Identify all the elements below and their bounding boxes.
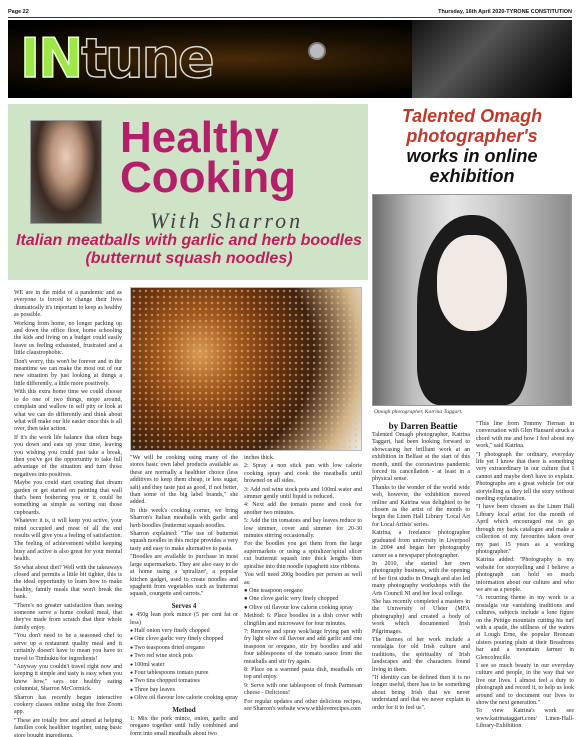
ingredient: ● One clove garlic very finely chopped [130, 636, 238, 643]
cooking-column-left: WE are in the midst of a pandemic and as everyone is forced to change their lives dramatically it's important to keep as healthy as possible. Working from home, no longer packing up and down the office floor, home schooling the kids and living on a budget could easily leave us feeling exhausted, frustrated and a little claustrophobic. Don't worry, this won't be forever and in the meantime we can make the most out of our new situation by just looking at things a little differently, a little more positively. With this extra home time we could choose to do one of two things, mope around, complain and wallow in self pity or look at what we can do differently and think about what will make our life easier once this is all over, then take action. If it's the work life balance that often bugs you down and eats up your time, leaving you wishing you could just take a break, then you've got the opportunity to take full advantage of the situation and turn those negatives into positives. Maybe you could start creating that dream garden or get started on painting that wall that's been bothering you or it could be something as simple as sorting out those cupboards. Whatever it is, it will keep you active, your mind occupied and most of all the end results will give you a feeling of satisfaction. The feeling of achievement whilst keeping busy and active is also great for your mental health. So what about diet? Well with the takeaways closed and permits a little bit tighter, this is the ideal opportunity to learn how to make healthy, family meals that won't break the bank. "There's no greater satisfaction than seeing someone serve a home cooked meal, that they've made from scratch that their whole family enjoy. "You don't need to be a seasoned chef to serve up a restaurant quality meal and it certainly doesn't have to mean you have to travel to Timbuktu for ingredients! "Anyway you couldn't travel right now and keeping it simple and tasty is easy when you know how," says our healthy eating columnist, Sharron McCormick. Sharron has recently begun interactive cookery classes online using the free Zoom app. "These are totally free and aimed at helping families cook healthier together, using basic store bought ingredients. [14, 290, 122, 737]
ingredient: ● Four tablespoons tomato puree [130, 670, 238, 677]
photographer-headline: Talented Omagh photographer's works in online exhibition [401, 106, 543, 186]
meatballs-photo [130, 287, 362, 451]
photographer-column-2: "This line from Tommy Tiernan in conversation with Glen Hansard struck a chord with me and how I feel about my work," said Katrina. "I photograph the ordinary, everyday life yet I know that there is something very extraordinary in our culture that I cannot and maybe don't have to explain. Photographs are a great vehicle for our storytelling as they tell the story without needing explanation. "I have been chosen as the Linen Hall Library local artist for the month of April which encouraged me to go through my back catalogue and make a collection of my favourites taken over my past 15 years as a working photographer." Katrina added: "Photography is my website for storytelling and I believe a photograph can hold so much information about our culture and who we are as a people. "A recurring theme in my work is a nostalgia our vanishing traditions and cultures, subjects include a lone figure on the Pettigo mountain cutting his turf with a spade, the stillness of the waters at Lough Erne, the popular Bronzan ulsters pouring plain at their Breadrons bar and a mountain farmer in Glencolmcille. I see so much beauty in our everyday culture and people, in the way that we live our lives. I almost feel a duty to photograph and record it, to help us look around and to document our lives to show the next generation." To view Katrina's work see www.katrinataggart.com/ Linen-Hall-Library-Exhibition [476, 421, 574, 730]
columnist-photo [30, 120, 102, 224]
cooking-column-right: inches thick. 2: Spray a non stick pan with low calorie cooking spray and cook the meatballs until browned on all sides. 3: Add red wine stock pots and 100ml water and simmer gently until liquid is reduced. 4: Next add the tomato puree and cook for another two minutes. 5: Add the tin tomatoes and bay leaves reduce to low simmer, cover and simmer for 20-30 minutes stirring occasionally. For the boodles you get them from the large supermarkets or using a spiralizer/spiral slicer cut butternut squash into thick lengths then spiralise into thin noodle (spaghetti size ribbons. You will need 200g boodles per person as well as: ● One teaspoon oregano ● One clove garlic very finely chopped ● Olive oil flavour low calorie cooking spray Method: 6: Place boodles in a dish cover with clingfilm and microwave for four minutes. 7: Remove and spray wok/large frying pan with fry light olive oil flavour and add garlic and one teaspoon or oregano, stir fry boodles and add four tablespoons of the tomato sauce from the meatballs and stir fry again. 8: Place on a warmed pasta dish, meatballs on top and enjoy. 9: Serve with one tablespoon of fresh Parmesan cheese - Delicious! For regular updates and other delicious recipes, see Sharron's website www.withloverecipes.com [244, 455, 362, 712]
intune-banner [8, 20, 572, 98]
ingredient: ● 450g lean pork mince (5 per cent fat or less) [130, 612, 238, 627]
recipe-title: Italian meatballs with garlic and herb boodles (butternut squash noodles) [16, 232, 362, 267]
serves-heading: Serves 4 [171, 601, 197, 610]
ingredient: ● Two teaspoons dried oregano [130, 645, 238, 652]
ingredient: ● Olive oil flavour low calorie cooking spray [130, 695, 238, 702]
cooking-column-middle: "We will be cooking using many of the stores basic own label products available as these are normally a healthier choice (less additives to keep them cheap, ie less sugar, salt) and they taste just as good, if not better, than some of the big label brands," she added. In this week's cooking corner, we bring Sharron's Italian meatballs with garlic and herb boodles (butternut squash noodles. Sharron explained: "The use of butternut squash noodles in this recipe provides a very tasty and easy to make alternative to pasta. "Boodles are available to purchase in most large supermarkets. They are also easy to do at home using a 'spiralizer', a popular kitchen gadget, used to create noodles and spaghetti from vegetables such as butternut squash, courgette and carrots." Serves 4 ● 450g lean pork mince (5 per cent fat or less) ● Half onion very finely chopped ● One clove garlic very finely chopped ● Two teaspoons dried oregano ● Two red wine stock pots ● 100ml water ● Four tablespoons tomato puree ● Two tins chopped tomatoes ● Three bay leaves ● Olive oil flavour low calorie cooking spray Method 1: Mix the pork mince, onion, garlic and oregano together until fully combined and form into small meatballs about two [130, 455, 238, 737]
ingredient: ● 100ml water [130, 662, 238, 669]
ingredient: ● Three bay leaves [130, 687, 238, 694]
method-heading: Method [172, 705, 196, 714]
intune-logo: INtune [20, 27, 213, 90]
issue-date: Thursday, 16th April 2020-TYRONE CONSTITUTION [438, 8, 572, 15]
ingredient: ● Two red wine stock pots [130, 653, 238, 660]
banner-crowd-image [412, 20, 572, 98]
cooking-headline: Healthy Cooking [120, 113, 296, 202]
katrina-portrait [372, 194, 572, 406]
page-number: Page 22 [8, 8, 29, 15]
cooking-subhead: With Sharron [150, 208, 304, 233]
ingredient: ● Half onion very finely chopped [130, 628, 238, 635]
ingredient: ● Two tins chopped tomatoes [130, 678, 238, 685]
byline: by Darren Beattie [388, 421, 458, 431]
portrait-caption: Omagh photographer, Katrina Taggart. [374, 409, 463, 415]
page-header [8, 6, 572, 18]
microphone-icon [308, 42, 326, 60]
photographer-column-1: Talented Omagh photographer, Katrina Taggart, had been looking forward to showcasing her brilliant work at an exhibition in Belfast at the start of this month, until the coronavirus pandemic forced its cancellation - at least in a physical sense. Thanks to the wonder of the world wide web, however, the exhibition moved online and Katrina was delighted to be chosen as the artist of the month to begin the Linen Hall Library 'Local Art for Local Artists' series. Katrina, a freelance photographer graduated from university in Liverpool in 2004 and began her photography career as a newspaper photographer. In 2010, she started her own photography business, with the opening of her first studio in Omagh and also led many photography workshops with the Arts Council NI and her local college. She has recently completed a masters in the University of Ulster (MFA photography) and created a body of work which documented Irish Pilgrimages. The themes of her work include a nostalgia for old Irish culture and traditions, the spirituality of Irish landscapes and the characters found living in them. "If identity can be defined then it is no longer useful, there has to be something about being Irish that we never understand and that we never explain in order for it to feel us". [372, 432, 470, 711]
